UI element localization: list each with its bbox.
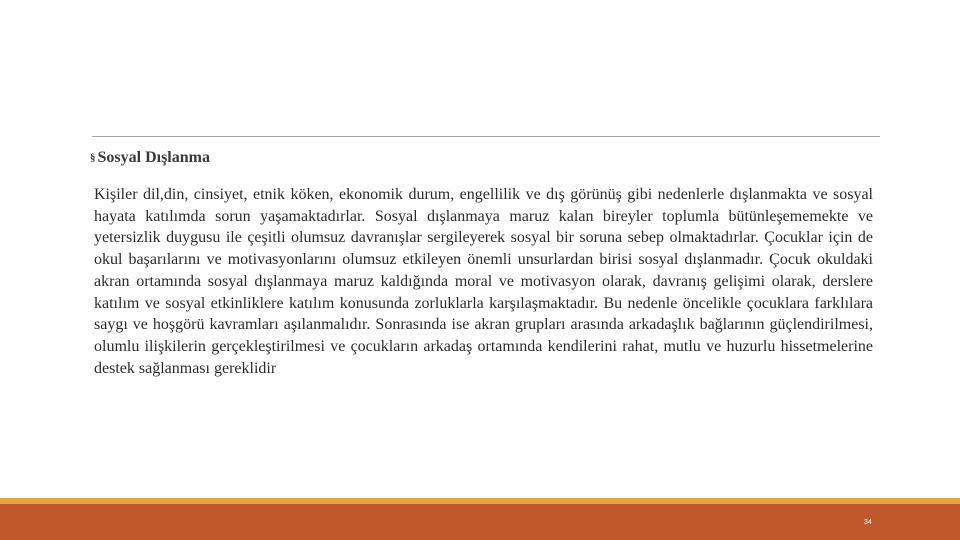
bullet-icon: § bbox=[90, 152, 96, 164]
section-heading bbox=[90, 149, 210, 167]
section-heading-text: Sosyal Dışlanma bbox=[97, 149, 210, 166]
page-number: 34 bbox=[864, 519, 872, 526]
footer-band bbox=[0, 504, 960, 540]
title-divider bbox=[92, 136, 880, 137]
body-paragraph: Kişiler dil,din, cinsiyet, etnik köken, ekonomik durum, engellilik ve dış görünüş gibi nedenlerle dışlanmakta ve sosyal hayata katılımda sorun yaşamaktadırlar. Sosyal dışlanmaya maruz kalan bireyler toplumla bütünleşememekte ve yetersizlik duygusu ile çeşitli olumsuz davranışlar sergileyerek sosyal bir soruna sebep olmaktadırlar. Çocuklar için de okul başarılarını ve motivasyonlarını olumsuz etkileyen önemli unsurlardan birisi sosyal dışlanmadır. Çocuk okuldaki akran ortamında sosyal dışlanmaya maruz kaldığında moral ve motivasyon olarak, davranış gelişimi olarak, derslere katılım ve sosyal etkinliklere katılım konusunda zorluklarla karşılaşmaktadır. Bu nedenle öncelikle çocuklara farklılara saygı ve hoşgörü kavramları aşılanmalıdır. Sonrasında ise akran grupları arasında arkadaşlık bağlarının güçlendirilmesi, olumlu ilişkilerin gerçekleştirilmesi ve çocukların arkadaş ortamında kendilerini rahat, mutlu ve huzurlu hissetmelerine destek sağlanması gereklidir bbox=[94, 186, 873, 377]
